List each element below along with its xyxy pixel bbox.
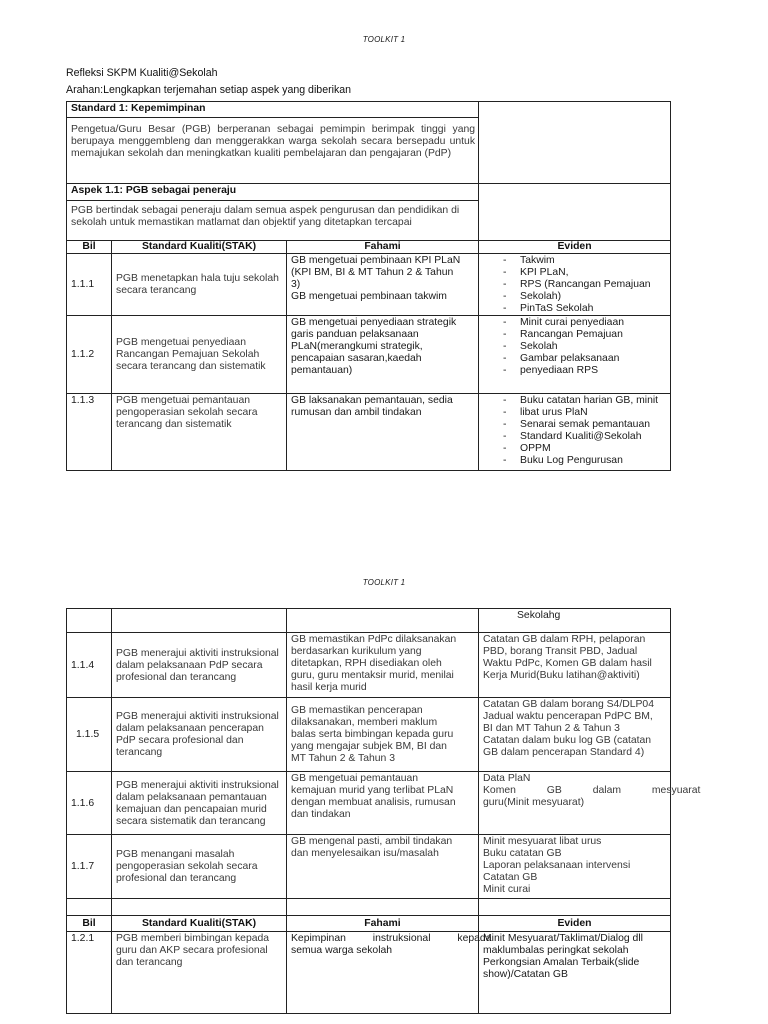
skpm-table-page1: [66, 101, 671, 471]
header-stak: Standard Kualiti(STAK): [112, 241, 287, 254]
document-title: Refleksi SKPM Kualiti@Sekolah: [66, 67, 218, 79]
row-stak: PGB mengetuai pemantauan pengoperasian sekolah secara terancang dan sistematik: [112, 394, 287, 471]
header-bil: Bil: [67, 241, 112, 254]
table-row: [67, 772, 671, 835]
row-stak: PGB memberi bimbingan kepada guru dan AKP secara profesional dan terancang: [112, 932, 287, 1014]
empty-cell: [479, 184, 671, 241]
header-eviden: Eviden: [479, 241, 671, 254]
empty-cell: [479, 102, 671, 184]
row-eviden: Minit Mesyuarat/Taklimat/Dialog dll maklumbalas peringkat sekolah Perkongsian Amalan Terbaik(slide show)/Catatan GB: [479, 932, 671, 1014]
row-bil: 1.1.6: [67, 772, 112, 835]
row-eviden: - Takwim - KPI PLaN, - RPS (Rancangan Pemajuan - Sekolah) - PinTaS Sekolah: [479, 254, 671, 316]
row-bil: 1.1.7: [67, 835, 112, 899]
table-row: [67, 394, 671, 471]
row-fahami: GB mengetuai pemantauan kemajuan murid yang terlibat PLaN dengan membuat analisis, rumusan dan tindakan: [287, 772, 479, 835]
instruction-text: Arahan:Lengkapkan terjemahan setiap aspek yang diberikan: [66, 84, 352, 96]
row-fahami: GB memastikan pencerapan dilaksanakan, memberi maklum balas serta bimbingan kepada guru yang mengajar subjek BM, BI dan MT Tahun 2 & Tahun 3: [287, 698, 479, 772]
table-row: [67, 835, 671, 899]
toolkit-label: TOOLKIT 1: [362, 35, 406, 44]
table-row: [67, 633, 671, 698]
empty-cell: [112, 609, 287, 633]
empty-cell: [67, 609, 112, 633]
empty-cell: [287, 609, 479, 633]
row-stak: PGB mengetuai penyediaan Rancangan Pemajuan Sekolah secara terancang dan sistematik: [112, 316, 287, 394]
empty-cell: [287, 899, 479, 916]
row-eviden: Catatan GB dalam borang S4/DLP04 Jadual waktu pencerapan PdPC BM, BI dan MT Tahun 2 & Tahun 3 Catatan dalam buku log GB (catatan GB dalam pencerapan Standard 4): [479, 698, 671, 772]
row-fahami: Kepimpinan instruksional kepada semua warga sekolah: [287, 932, 479, 1014]
aspek-title: Aspek 1.1: PGB sebagai peneraju: [67, 184, 479, 201]
header-fahami: Fahami: [287, 241, 479, 254]
empty-cell: [479, 899, 671, 916]
row-eviden: - Minit curai penyediaan - Rancangan Pemajuan - Sekolah - Gambar pelaksanaan - penyediaan RPS: [479, 316, 671, 394]
table-row: [67, 899, 671, 916]
table-header-row: [67, 916, 671, 932]
row-bil: 1.1.1: [67, 254, 112, 316]
header-bil: Bil: [67, 916, 112, 932]
table-header-row: [67, 241, 671, 254]
row-bil: 1.1.5: [67, 698, 112, 772]
empty-cell: [112, 899, 287, 916]
row-stak: PGB menangani masalah pengoperasian sekolah secara profesional dan terancang: [112, 835, 287, 899]
aspek-description: PGB bertindak sebagai peneraju dalam semua aspek pengurusan dan pendidikan di sekolah untuk memastikan matlamat dan objektif yang ditetapkan tercapai: [67, 201, 479, 241]
row-stak: PGB menerajui aktiviti instruksional dalam pelaksanaan PdP secara profesional dan terancang: [112, 633, 287, 698]
row-eviden: Data PlaN Komen GB dalam mesyuarat guru(Minit mesyuarat): [479, 772, 671, 835]
row-fahami: GB memastikan PdPc dilaksanakan berdasarkan kurikulum yang ditetapkan, RPH disediakan oleh guru, guru mentaksir murid, menilai hasil kerja murid: [287, 633, 479, 698]
header-eviden: Eviden: [479, 916, 671, 932]
row-stak: PGB menerajui aktiviti instruksional dalam pelaksanaan pemantauan kemajuan dan pencapaian murid secara sistematik dan terancang: [112, 772, 287, 835]
row-fahami: GB laksanakan pemantauan, sedia rumusan dan ambil tindakan: [287, 394, 479, 471]
header-stak: Standard Kualiti(STAK): [112, 916, 287, 932]
row-fahami: GB mengenal pasti, ambil tindakan dan menyelesaikan isu/masalah: [287, 835, 479, 899]
row-eviden: - Buku catatan harian GB, minit - libat urus PlaN - Senarai semak pemantauan - Standard Kualiti@Sekolah - OPPM - Buku Log Pengurusan: [479, 394, 671, 471]
row-fahami: GB mengetuai pembinaan KPI PLaN (KPI BM, BI & MT Tahun 2 & Tahun 3) GB mengetuai pembinaan takwim: [287, 254, 479, 316]
row-stak: PGB menetapkan hala tuju sekolah secara terancang: [112, 254, 287, 316]
table-row: [67, 609, 671, 633]
row-stak: PGB menerajui aktiviti instruksional dalam pelaksanaan pencerapan PdP secara profesional dan terancang: [112, 698, 287, 772]
table-row: [67, 932, 671, 1014]
header-fahami: Fahami: [287, 916, 479, 932]
row-eviden: Minit mesyuarat libat urus Buku catatan GB Laporan pelaksanaan intervensi Catatan GB Minit curai: [479, 835, 671, 899]
row-eviden-continued: Sekolahg: [479, 609, 671, 633]
row-bil: 1.2.1: [67, 932, 112, 1014]
row-eviden: Catatan GB dalam RPH, pelaporan PBD, borang Transit PBD, Jadual Waktu PdPc, Komen GB dalam hasil Kerja Murid(Buku latihan@aktiviti): [479, 633, 671, 698]
toolkit-label: TOOLKIT 1: [362, 578, 406, 587]
row-bil: 1.1.3: [67, 394, 112, 471]
row-fahami: GB mengetuai penyediaan strategik garis panduan pelaksanaan PLaN(merangkumi strategik, pencapaian sasaran,kaedah pemantauan): [287, 316, 479, 394]
standard-title: Standard 1: Kepemimpinan: [67, 102, 479, 118]
row-bil: 1.1.4: [67, 633, 112, 698]
table-row: [67, 698, 671, 772]
table-row: [67, 316, 671, 394]
skpm-table-page2: [66, 608, 701, 1014]
table-row: [67, 254, 671, 316]
row-bil: 1.1.2: [67, 316, 112, 394]
standard-description: Pengetua/Guru Besar (PGB) berperanan sebagai pemimpin berimpak tinggi yang berupaya menggembleng dan menggerakkan warga sekolah secara bersepadu untuk memajukan sekolah dan meningkatkan kualiti pembelajaran dan pengajaran (PdP): [67, 118, 479, 184]
empty-cell: [67, 899, 112, 916]
